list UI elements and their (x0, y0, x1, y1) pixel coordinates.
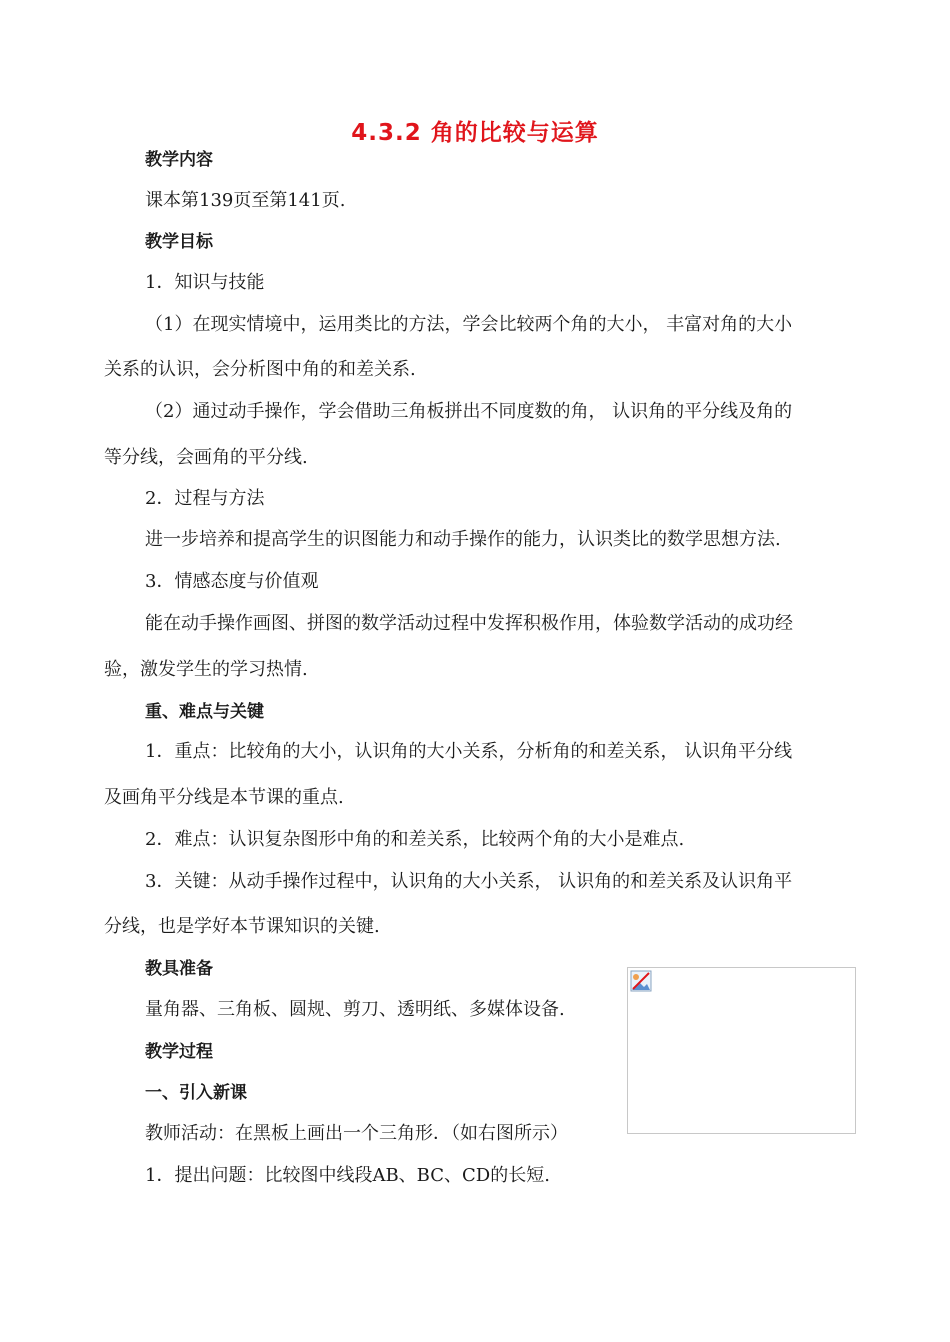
figure-placeholder (627, 967, 856, 1134)
section-heading-content: 教学内容 (145, 150, 213, 170)
objective-paragraph-1-line-2: 关系的认识，会分析图中角的和差关系. (104, 359, 416, 380)
objective-paragraph-2-line-1: （2）通过动手操作，学会借助三角板拼出不同度数的角， 认识角的平分线及角的 (145, 401, 793, 422)
keypoint-paragraph-1-line-2: 及画角平分线是本节课的重点. (104, 787, 344, 808)
process-subheading-intro: 一、引入新课 (145, 1083, 247, 1103)
objective-paragraph-4-line-2: 验，激发学生的学习热情. (104, 659, 308, 680)
objective-paragraph-4-line-1: 能在动手操作画图、拼图的数学活动过程中发挥积极作用，体验数学活动的成功经 (145, 613, 793, 634)
broken-image-icon (630, 970, 652, 992)
objective-item-2: 2．过程与方法 (145, 488, 265, 509)
objective-paragraph-3: 进一步培养和提高学生的识图能力和动手操作的能力，认识类比的数学思想方法. (145, 529, 781, 550)
objective-paragraph-2-line-2: 等分线，会画角的平分线. (104, 447, 308, 468)
objective-item-3: 3．情感态度与价值观 (145, 571, 319, 592)
objective-item-1: 1．知识与技能 (145, 272, 265, 293)
document-title: 4.3.2 角的比较与运算 (351, 120, 599, 146)
keypoint-paragraph-3-line-1: 3．关键：从动手操作过程中，认识角的大小关系， 认识角的和差关系及认识角平 (145, 871, 793, 892)
keypoint-paragraph-1-line-1: 1．重点：比较角的大小，认识角的大小关系，分析角的和差关系， 认识角平分线 (145, 741, 793, 762)
section-heading-objectives: 教学目标 (145, 232, 213, 252)
tools-text: 量角器、三角板、圆规、剪刀、透明纸、多媒体设备. (145, 999, 565, 1020)
section-heading-process: 教学过程 (145, 1042, 213, 1062)
section-heading-keypoints: 重、难点与关键 (145, 702, 264, 722)
process-question-1: 1．提出问题：比较图中线段AB、BC、CD的长短. (145, 1165, 550, 1186)
objective-paragraph-1-line-1: （1）在现实情境中，运用类比的方法，学会比较两个角的大小， 丰富对角的大小 (145, 314, 793, 335)
keypoint-paragraph-2: 2．难点：认识复杂图形中角的和差关系，比较两个角的大小是难点. (145, 829, 685, 850)
process-teacher-activity: 教师活动：在黑板上画出一个三角形．（如右图所示） (145, 1123, 568, 1144)
keypoint-paragraph-3-line-2: 分线，也是学好本节课知识的关键. (104, 916, 380, 937)
content-text: 课本第139页至第141页. (145, 190, 346, 211)
section-heading-tools: 教具准备 (145, 959, 213, 979)
